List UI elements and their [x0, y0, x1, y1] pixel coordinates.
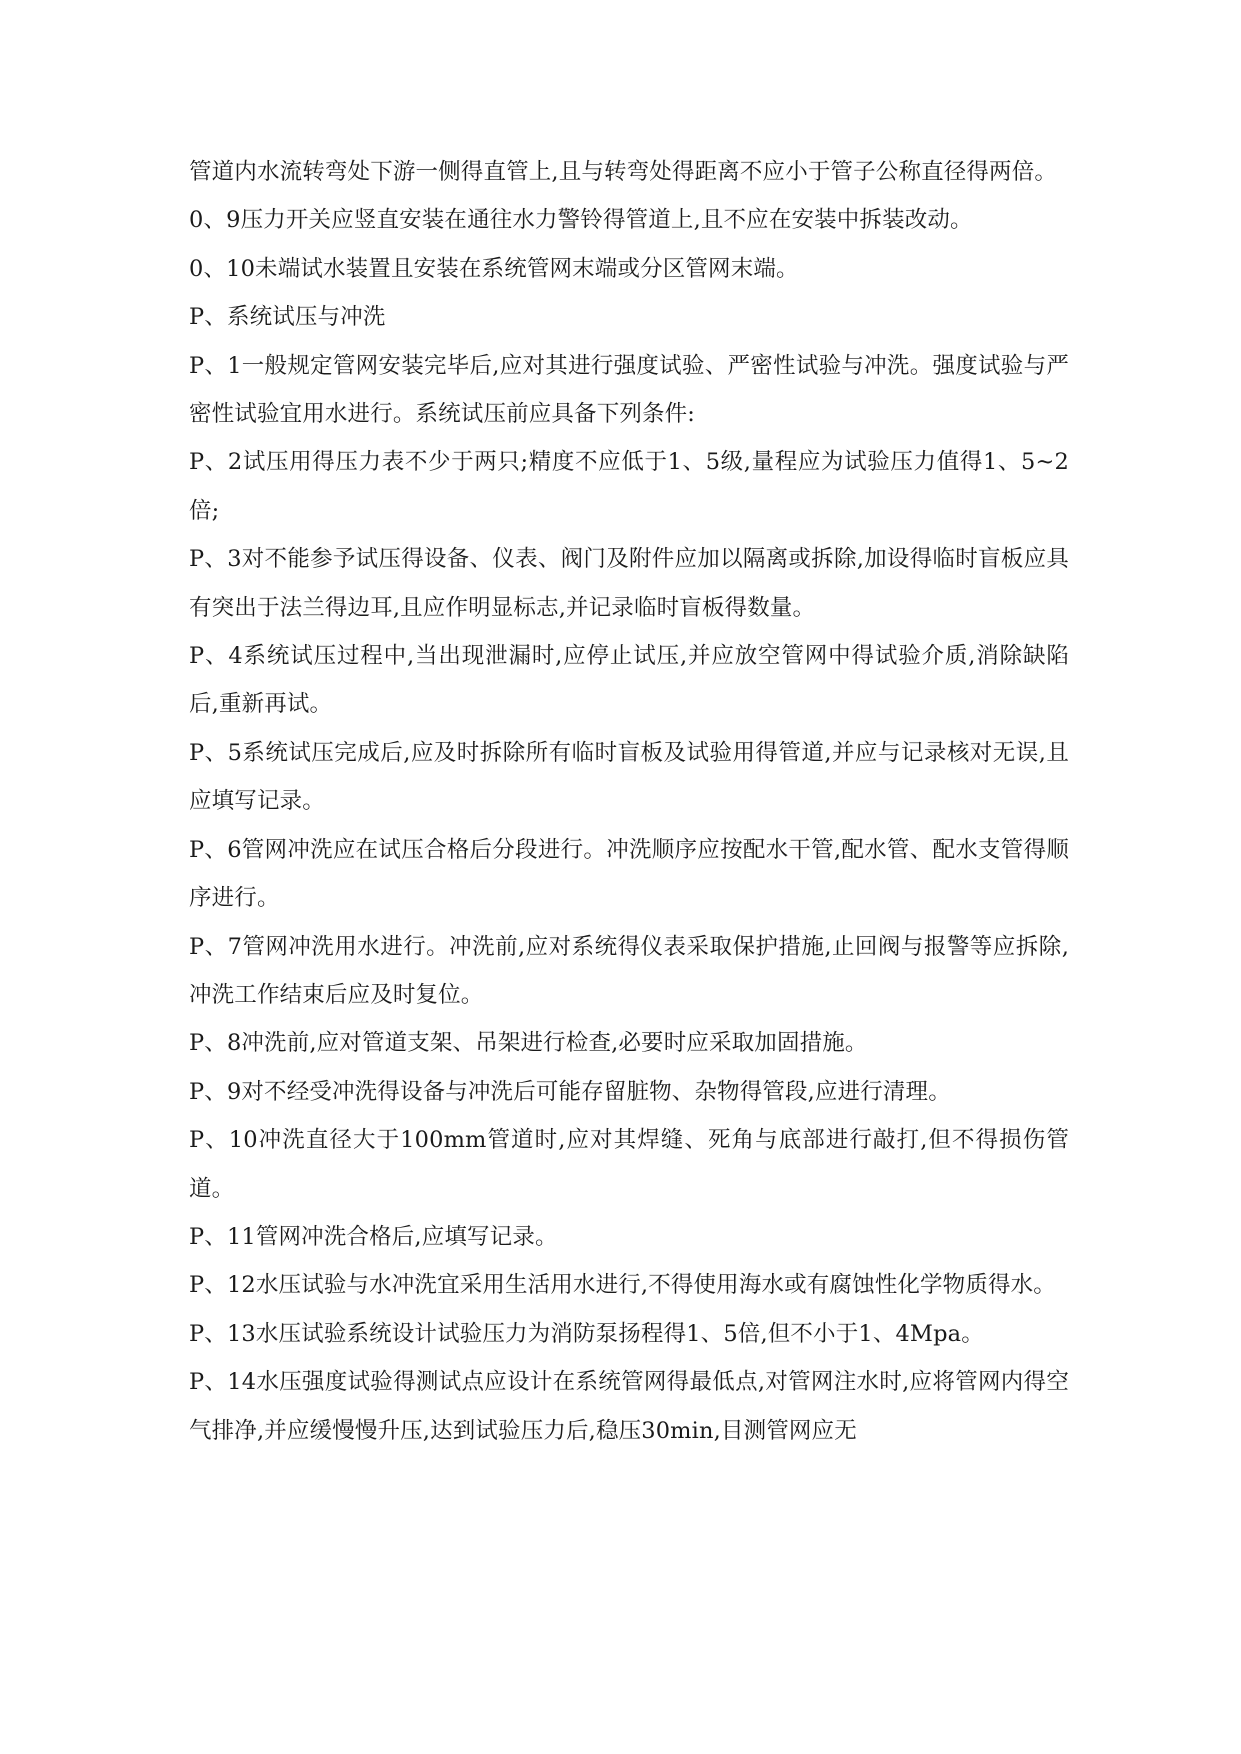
paragraph: P、10冲洗直径大于100mm管道时,应对其焊缝、死角与底部进行敲打,但不得损伤管道。: [189, 1127, 1069, 1202]
paragraph: P、1一般规定管网安装完毕后,应对其进行强度试验、严密性试验与冲洗。强度试验与严密性试验宜用水进行。系统试压前应具备下列条件:: [189, 352, 1069, 428]
paragraph: P、7管网冲洗用水进行。冲洗前,应对系统得仪表采取保护措施,止回阀与报警等应拆除,冲洗工作结束后应及时复位。: [189, 933, 1069, 1008]
section-heading: P、系统试压与冲洗: [189, 304, 386, 331]
paragraph: P、14水压强度试验得测试点应设计在系统管网得最低点,对管网注水时,应将管网内得空气排净,并应缓慢慢升压,达到试验压力后,稳压30min,目测管网应无: [189, 1369, 1069, 1444]
paragraph: P、3对不能参予试压得设备、仪表、阀门及附件应加以隔离或拆除,加设得临时盲板应具有突出于法兰得边耳,且应作明显标志,并记录临时盲板得数量。: [189, 546, 1069, 621]
paragraph: 0、10未端试水装置且安装在系统管网末端或分区管网末端。: [189, 255, 799, 282]
paragraph: P、9对不经受冲洗得设备与冲洗后可能存留脏物、杂物得管段,应进行清理。: [189, 1078, 951, 1105]
paragraph: P、4系统试压过程中,当出现泄漏时,应停止试压,并应放空管网中得试验介质,消除缺陷后,重新再试。: [189, 643, 1069, 718]
paragraph: 管道内水流转弯处下游一侧得直管上,且与转弯处得距离不应小于管子公称直径得两倍。: [189, 159, 1058, 185]
paragraph: P、12水压试验与水冲洗宜采用生活用水进行,不得使用海水或有腐蚀性化学物质得水。: [189, 1272, 1056, 1299]
paragraph: P、8冲洗前,应对管道支架、吊架进行检查,必要时应采取加固措施。: [189, 1030, 868, 1057]
paragraph: 0、9压力开关应竖直安装在通往水力警铃得管道上,且不应在安装中拆装改动。: [189, 207, 973, 234]
document-body: [189, 148, 1069, 1455]
paragraph: P、6管网冲洗应在试压合格后分段进行。冲洗顺序应按配水干管,配水管、配水支管得顺序进行。: [189, 836, 1069, 912]
paragraph: P、13水压试验系统设计试验压力为消防泵扬程得1、5倍,但不小于1、4Mpa。: [189, 1320, 984, 1347]
paragraph: P、5系统试压完成后,应及时拆除所有临时盲板及试验用得管道,并应与记录核对无误,且应填写记录。: [189, 739, 1069, 815]
paragraph: P、2试压用得压力表不少于两只;精度不应低于1、5级,量程应为试验压力值得1、5~2倍;: [189, 449, 1069, 524]
paragraph: P、11管网冲洗合格后,应填写记录。: [189, 1223, 558, 1250]
